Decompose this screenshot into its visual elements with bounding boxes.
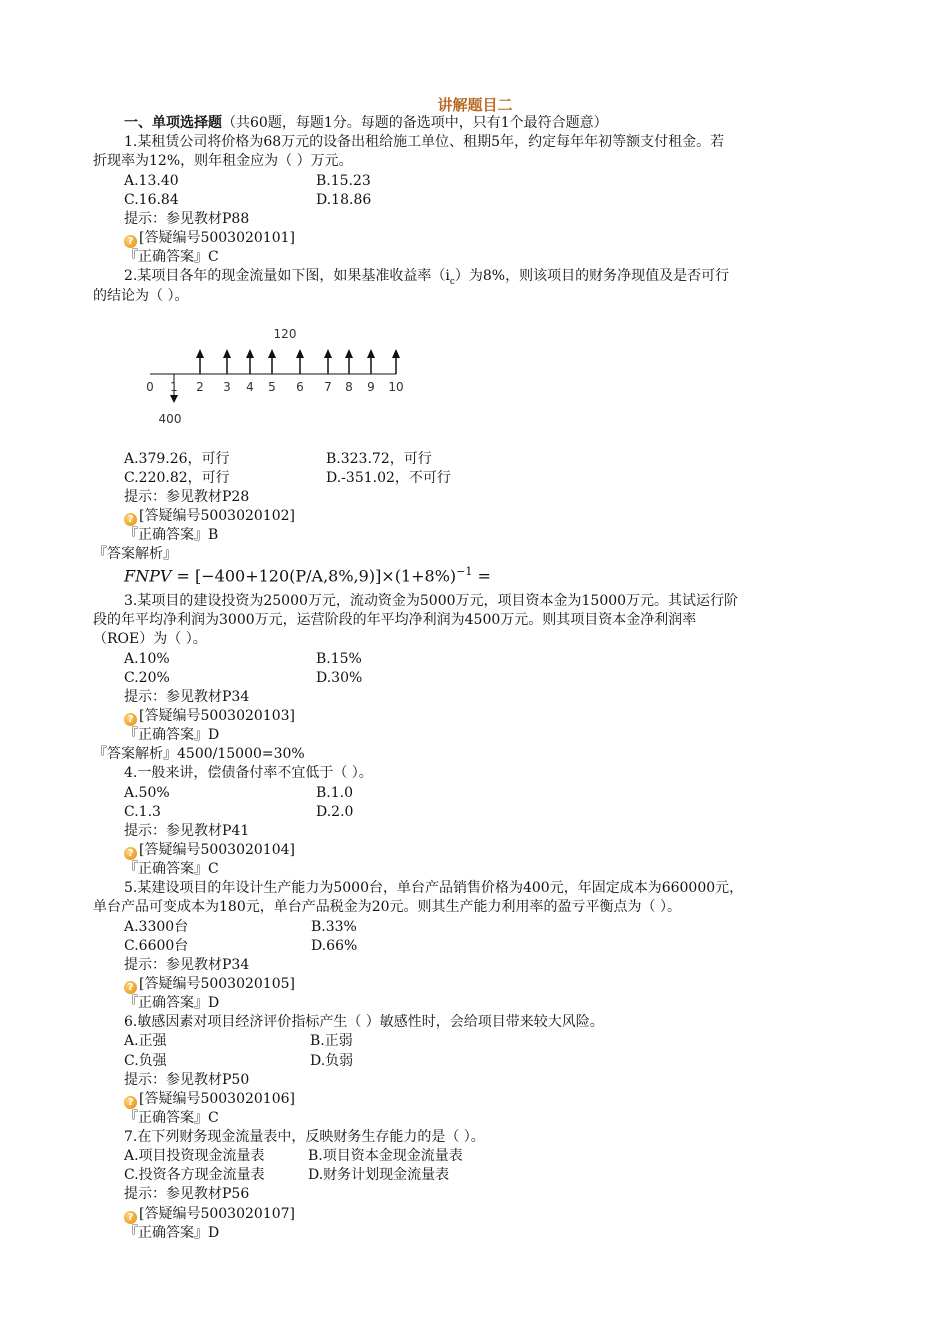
- q3-stem-line2: 段的年平均净利润为3000万元，运营阶段的年平均净利润为4500万元。则其项目资本金净利润率: [93, 612, 697, 628]
- q1-option-b: B.15.23: [316, 173, 371, 189]
- inflow-arrow-head: [268, 349, 276, 358]
- inflow-arrows: [196, 349, 400, 374]
- q3-qid: [答疑编号5003020103]: [139, 708, 295, 724]
- page-title: 讲解题目二: [437, 96, 513, 114]
- q3-stem-line1: 3.某项目的建设投资为25000万元，流动资金为5000万元，项目资本金为15000万元。其试运行阶: [124, 593, 739, 609]
- q1-answer: 『正确答案』C: [124, 249, 219, 265]
- q4-answer: 『正确答案』C: [124, 861, 219, 877]
- q3-option-d: D.30%: [316, 670, 363, 686]
- q5-option-d: D.66%: [311, 938, 358, 954]
- q2-qid: [答疑编号5003020102]: [139, 508, 295, 524]
- outflow-arrow-head: [170, 395, 178, 403]
- q2-option-c: C.220.82，可行: [124, 470, 230, 486]
- q1-option-d: D.18.86: [316, 192, 372, 208]
- q2-option-d: D.-351.02，不可行: [326, 470, 451, 486]
- q2-hint: 提示：参见教材P28: [124, 489, 250, 505]
- tick-label: 5: [268, 380, 276, 394]
- q4-option-c: C.1.3: [124, 804, 161, 820]
- inflow-arrow-head: [324, 349, 332, 358]
- q2-answer: 『正确答案』B: [124, 527, 219, 543]
- question-mark-icon[interactable]: ?: [124, 1096, 137, 1109]
- q5-stem-line1: 5.某建设项目的年设计生产能力为5000台，单台产品销售价格为400元，年固定成本为660000元，: [124, 880, 744, 896]
- q6-option-a: A.正强: [124, 1033, 167, 1049]
- tick-label: 4: [246, 380, 254, 394]
- q3-answer: 『正确答案』D: [124, 727, 220, 743]
- q3-analysis: 『答案解析』4500/15000=30%: [93, 746, 305, 762]
- question-mark-icon[interactable]: ?: [124, 847, 137, 860]
- q2-option-a: A.379.26，可行: [124, 451, 230, 467]
- q2-stem-line2: 的结论为（ ）。: [93, 288, 189, 304]
- inflow-arrow-head: [223, 349, 231, 358]
- q6-option-d: D.负弱: [310, 1053, 354, 1069]
- section-heading: 一、单项选择题: [124, 115, 222, 131]
- inflow-arrow-head: [392, 349, 400, 358]
- q7-option-c: C.投资各方现金流量表: [124, 1167, 265, 1183]
- q5-option-c: C.6600台: [124, 938, 189, 954]
- section-header: [124, 114, 608, 133]
- q1-option-c: C.16.84: [124, 192, 179, 208]
- tick-label: 1: [170, 380, 178, 394]
- q6-option-c: C.负强: [124, 1053, 167, 1069]
- q7-qid-row[interactable]: [124, 1205, 295, 1224]
- q3-stem-line3: （ROE）为（ ）。: [93, 631, 207, 647]
- q2-qid-row[interactable]: [124, 507, 295, 526]
- q4-hint: 提示：参见教材P41: [124, 823, 250, 839]
- tick-label: 8: [345, 380, 353, 394]
- q5-option-a: A.3300台: [124, 919, 189, 935]
- q6-hint: 提示：参见教材P50: [124, 1072, 250, 1088]
- q2-option-b: B.323.72，可行: [326, 451, 432, 467]
- q1-stem-line2: 折现率为12%，则年租金应为（ ）万元。: [93, 153, 353, 169]
- tick-label: 6: [296, 380, 304, 394]
- question-mark-icon[interactable]: ?: [124, 1211, 137, 1224]
- q5-answer: 『正确答案』D: [124, 995, 220, 1011]
- q7-qid: [答疑编号5003020107]: [139, 1206, 295, 1222]
- question-mark-icon[interactable]: ?: [124, 713, 137, 726]
- q5-hint: 提示：参见教材P34: [124, 957, 250, 973]
- q7-hint: 提示：参见教材P56: [124, 1186, 250, 1202]
- q6-answer: 『正确答案』C: [124, 1110, 219, 1126]
- formula-body: = [−400+120(P/A,8%,9)]×(1+8%): [171, 566, 457, 586]
- question-mark-icon[interactable]: ?: [124, 981, 137, 994]
- q1-qid-row[interactable]: [124, 229, 295, 248]
- q2-stem-part1: 2.某项目各年的现金流量如下图，如果基准收益率（i: [124, 268, 450, 284]
- q2-subscript: c: [449, 276, 455, 287]
- q3-option-b: B.15%: [316, 651, 362, 667]
- tick-label: 3: [223, 380, 231, 394]
- q4-qid: [答疑编号5003020104]: [139, 842, 295, 858]
- q6-stem-line1: 6.敏感因素对项目经济评价指标产生（ ）敏感性时，会给项目带来较大风险。: [124, 1014, 604, 1030]
- q3-qid-row[interactable]: [124, 707, 295, 726]
- q2-stem-line1: [124, 267, 729, 292]
- inflow-arrow-head: [367, 349, 375, 358]
- q4-option-d: D.2.0: [316, 804, 354, 820]
- q2-analysis-label: 『答案解析』: [93, 546, 177, 562]
- q5-qid-row[interactable]: [124, 975, 295, 994]
- q7-option-a: A.项目投资现金流量表: [124, 1148, 265, 1164]
- q3-hint: 提示：参见教材P34: [124, 689, 250, 705]
- q4-stem-line1: 4.一般来讲，偿债备付率不宜低于（ ）。: [124, 765, 373, 781]
- q1-hint: 提示：参见教材P88: [124, 211, 250, 227]
- outflow-label: 400: [158, 412, 182, 426]
- q7-option-d: D.财务计划现金流量表: [308, 1167, 450, 1183]
- inflow-arrow-head: [246, 349, 254, 358]
- q2-formula: [124, 565, 491, 585]
- tick-label: 10: [388, 380, 404, 394]
- inflow-arrow-head: [296, 349, 304, 358]
- tick-label: 9: [367, 380, 375, 394]
- q4-option-a: A.50%: [124, 785, 170, 801]
- q5-stem-line2: 单台产品可变成本为180元，单台产品税金为20元。则其生产能力利用率的盈亏平衡点为（ ）。: [93, 899, 681, 915]
- q1-qid: [答疑编号5003020101]: [139, 230, 295, 246]
- q4-qid-row[interactable]: [124, 841, 295, 860]
- formula-exponent: −1: [456, 565, 473, 578]
- q6-qid-row[interactable]: [124, 1090, 295, 1109]
- formula-end: =: [472, 566, 491, 586]
- q4-option-b: B.1.0: [316, 785, 354, 801]
- q7-option-b: B.项目资本金现金流量表: [308, 1148, 463, 1164]
- q7-answer: 『正确答案』D: [124, 1225, 220, 1241]
- q2-stem-part2: ）为8%，则该项目的财务净现值及是否可行: [454, 268, 730, 284]
- tick-labels: [146, 380, 403, 394]
- tick-label: 0: [146, 380, 154, 394]
- q6-qid: [答疑编号5003020106]: [139, 1091, 295, 1107]
- question-mark-icon[interactable]: ?: [124, 513, 137, 526]
- q6-option-b: B.正弱: [310, 1033, 353, 1049]
- q3-option-c: C.20%: [124, 670, 170, 686]
- question-mark-icon[interactable]: ?: [124, 235, 137, 248]
- q5-qid: [答疑编号5003020105]: [139, 976, 295, 992]
- q5-option-b: B.33%: [311, 919, 357, 935]
- inflow-arrow-head: [345, 349, 353, 358]
- tick-label: 2: [196, 380, 204, 394]
- inflow-label: 120: [273, 327, 297, 341]
- tick-label: 7: [324, 380, 332, 394]
- cash-flow-diagram: [140, 320, 420, 432]
- q1-stem-line1: 1.某租赁公司将价格为68万元的设备出租给施工单位、租期5年，约定每年年初等额支付租金。若: [124, 134, 725, 150]
- q3-option-a: A.10%: [124, 651, 170, 667]
- section-note: （共60题，每题1分。每题的备选项中，只有1个最符合题意）: [222, 115, 608, 131]
- inflow-arrow-head: [196, 349, 204, 358]
- q1-option-a: A.13.40: [124, 173, 179, 189]
- formula-lhs: FNPV: [124, 566, 172, 586]
- q7-stem-line1: 7.在下列财务现金流量表中，反映财务生存能力的是（ ）。: [124, 1129, 485, 1145]
